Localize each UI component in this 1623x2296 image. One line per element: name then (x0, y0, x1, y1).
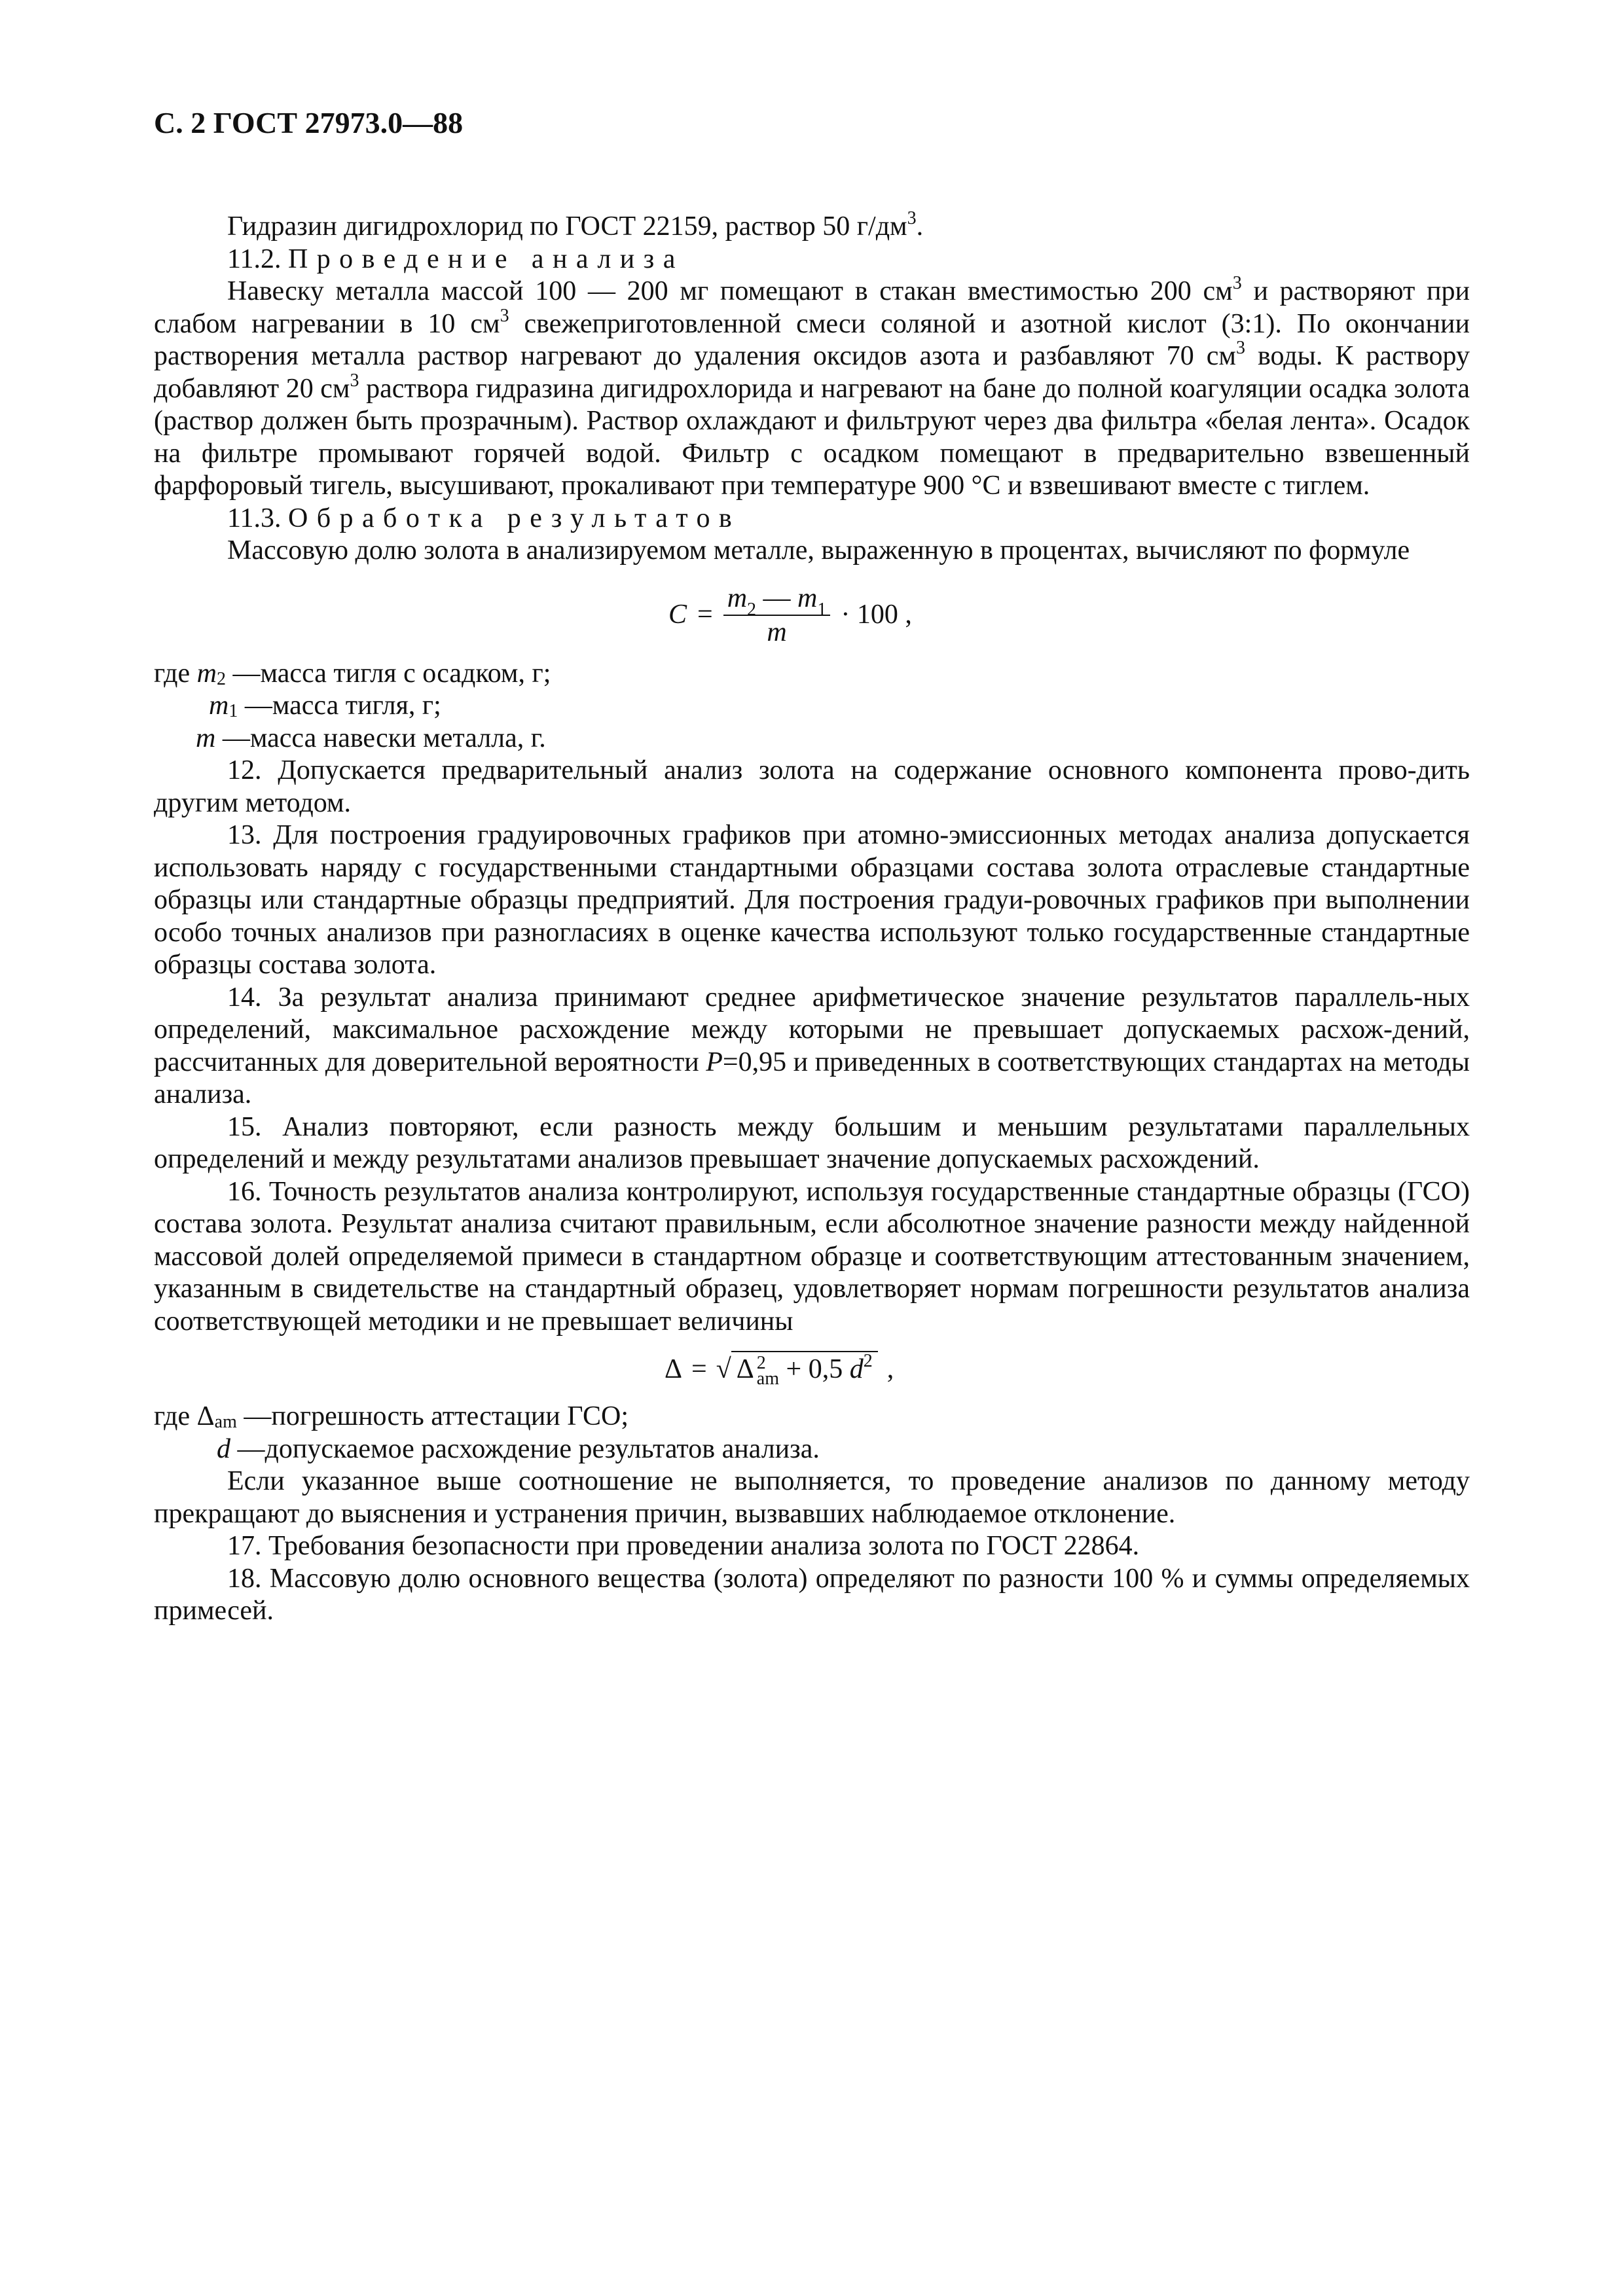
section-heading-11-3 (154, 503, 1470, 535)
root-sign: √ (716, 1354, 731, 1384)
symbol-m: m (727, 583, 748, 613)
formula-content (665, 1351, 894, 1390)
text-run: раствора гидразина дигидрохлорида и нагревают на бане до полной коагуляции осадка золота (раствор должен быть прозрачным). Раствор охлаждают и фильтруют через два фильтра «белая лента». Осадок на фильтре промывают горячей водой. Фильтр с осадком помещают в предварительно взвешенный фарфоровый тигель, высушивают, прокаливают при температуре 900 °С и взвешивают вместе с тиглем. (154, 373, 1470, 501)
definition-lead: где (154, 658, 191, 689)
superscript: 3 (350, 370, 359, 391)
fraction-denominator (763, 616, 790, 649)
paragraph-14 (154, 982, 1470, 1111)
superscript: 2 (863, 1351, 873, 1371)
paragraph-13: 13. Для построения градуировочных графиков при атомно-эмиссионных методах анализа допускается использовать наряду с государственными стандартными образцами состава золота отраслевые стандартные образцы или стандартные образцы предприятий. Для построения градуи-ровочных графиков при выполнении особо точных анализов при разногласиях в оценке качества используют только государственные стандартные образцы состава золота. (154, 820, 1470, 980)
formula-tolerance (154, 1342, 1470, 1401)
definition-text: —масса навески металла, г. (222, 723, 546, 753)
paragraph-16-tail: Если указанное выше соотношение не выполняется, то проведение анализов по данному методу прекращают до выяснения и устранения причин, вызвавших наблюдаемое отклонение. (154, 1466, 1470, 1529)
definition-symbol: Δ (196, 1401, 215, 1431)
square-root (716, 1351, 878, 1390)
paragraph-12: 12. Допускается предварительный анализ золота на содержание основного компонента прово-дить другим методом. (154, 755, 1470, 818)
symbol-m: m (767, 617, 787, 647)
radicand (731, 1351, 878, 1390)
document-page (154, 105, 1470, 1628)
text-run: 14. За результат анализа принимают среднее арифметическое значение результатов параллель-ных определений, максимальное расхождение между которыми не превышает допускаемых расхож-дений, рассчитанных для доверительной вероятности (154, 982, 1470, 1077)
reagent-paragraph (154, 208, 1470, 243)
definition-symbol: m (196, 723, 216, 753)
definition-text: —масса тигля, г; (244, 691, 441, 721)
subscript: 2 (747, 599, 757, 620)
section-heading-11-2 (154, 243, 1470, 276)
definition-symbol: d (217, 1433, 230, 1464)
formula-tail: , (886, 1354, 894, 1384)
superscript: 2 (756, 1353, 766, 1374)
section-number: 11.2. (227, 243, 282, 274)
definition-row (154, 723, 1470, 755)
subscript: 1 (817, 599, 827, 620)
symbol-d: d (849, 1354, 864, 1384)
paragraph-18: 18. Массовую долю основного вещества (золота) определяют по разности 100 % и суммы определяемых примесей. (154, 1563, 1470, 1626)
formula-lhs: Δ (665, 1354, 683, 1384)
definitions-formula-2 (154, 1401, 1470, 1465)
text-run: =0,95 и приведенных в соответствующих стандартах на методы анализа. (154, 1047, 1470, 1109)
plus-sign: + (786, 1354, 802, 1384)
text-run: Навеску металла массой 100 — 200 мг помещают в стакан вместимостью 200 см (227, 276, 1233, 306)
equals-sign: = (697, 599, 713, 630)
section-title: Проведение анализа (287, 243, 684, 274)
text-run: свежеприготовленной смеси соляной и азотной кислот (3:1). По окончании растворения металла раствор нагревают до удаления оксидов азота и разбавляют 70 см (154, 308, 1470, 371)
delta-symbol: Δ (736, 1354, 754, 1384)
definition-symbol: m (209, 691, 229, 721)
text-run: воды. К раствору добавляют 20 см (154, 341, 1470, 404)
superscript: 3 (1236, 338, 1245, 358)
subscript: am (756, 1369, 779, 1390)
formula-tail: · 100 , (841, 599, 912, 630)
paragraph-11-2 (154, 273, 1470, 503)
sup-sub-stack (756, 1353, 779, 1390)
paragraph-17: 17. Требования безопасности при проведении анализа золота по ГОСТ 22864. (227, 1531, 1140, 1561)
paragraph-11-3: Массовую долю золота в анализируемом металле, выраженную в процентах, вычисляют по формуле (227, 535, 1410, 565)
definition-row: где m $_2$ —масса тигля с осадком, г; (154, 658, 551, 689)
formula-content (668, 573, 912, 658)
section-title: Обработка результатов (287, 503, 741, 533)
symbol-m: m (797, 583, 818, 613)
reagent-text: Гидразин дигидрохлорид по ГОСТ 22159, раствор 50 г/дм (227, 211, 907, 242)
definition-symbol: m (196, 658, 217, 689)
paragraph-16: 16. Точность результатов анализа контролируют, используя государственные стандартные образцы (ГСО) состава золота. Результат анализа считают правильным, если абсолютное значение разности между найденной массовой долей определяемой примеси в стандартном образце и соответствующим аттестованным значением, указанным в свидетельстве на стандартный образец, удовлетворяет нормам погрешности результатов анализа соответствующей методики и не превышает величины (154, 1176, 1470, 1336)
formula-lhs: C (668, 599, 687, 630)
definition-lead: где (154, 1401, 191, 1431)
paragraph-15: 15. Анализ повторяют, если разность между большим и меньшим результатами параллельных определений и между результатами анализов превышает значение допускаемых расхождений. (154, 1111, 1470, 1174)
superscript: 3 (500, 305, 509, 326)
superscript: 3 (907, 208, 917, 228)
coefficient: 0,5 (808, 1354, 843, 1384)
running-head: С. 2 ГОСТ 27973.0—88 (154, 106, 464, 139)
minus-sign: — (763, 583, 791, 613)
symbol-p: P (706, 1047, 723, 1077)
definition-text: —погрешность аттестации ГСО; (244, 1401, 629, 1431)
definition-text: —допускаемое расхождение результатов анализа. (237, 1433, 820, 1464)
definition-row: m $_1$ —масса тигля, г; (209, 691, 441, 721)
superscript: 3 (1232, 273, 1242, 293)
text-run: и растворяют при слабом нагревании в 10 см (154, 276, 1470, 339)
fraction (723, 582, 831, 649)
definition-text: —масса тигля с осадком, г; (232, 658, 551, 689)
definition-row: где Δ $_{am}$ —погрешность аттестации ГСО; (154, 1401, 629, 1432)
reagent-end: . (916, 211, 924, 242)
formula-mass-fraction (154, 573, 1470, 658)
definitions-formula-1 (154, 658, 1470, 755)
fraction-numerator (723, 582, 831, 620)
definition-row (154, 1433, 1470, 1466)
section-number: 11.3. (227, 503, 282, 533)
equals-sign: = (691, 1354, 707, 1384)
